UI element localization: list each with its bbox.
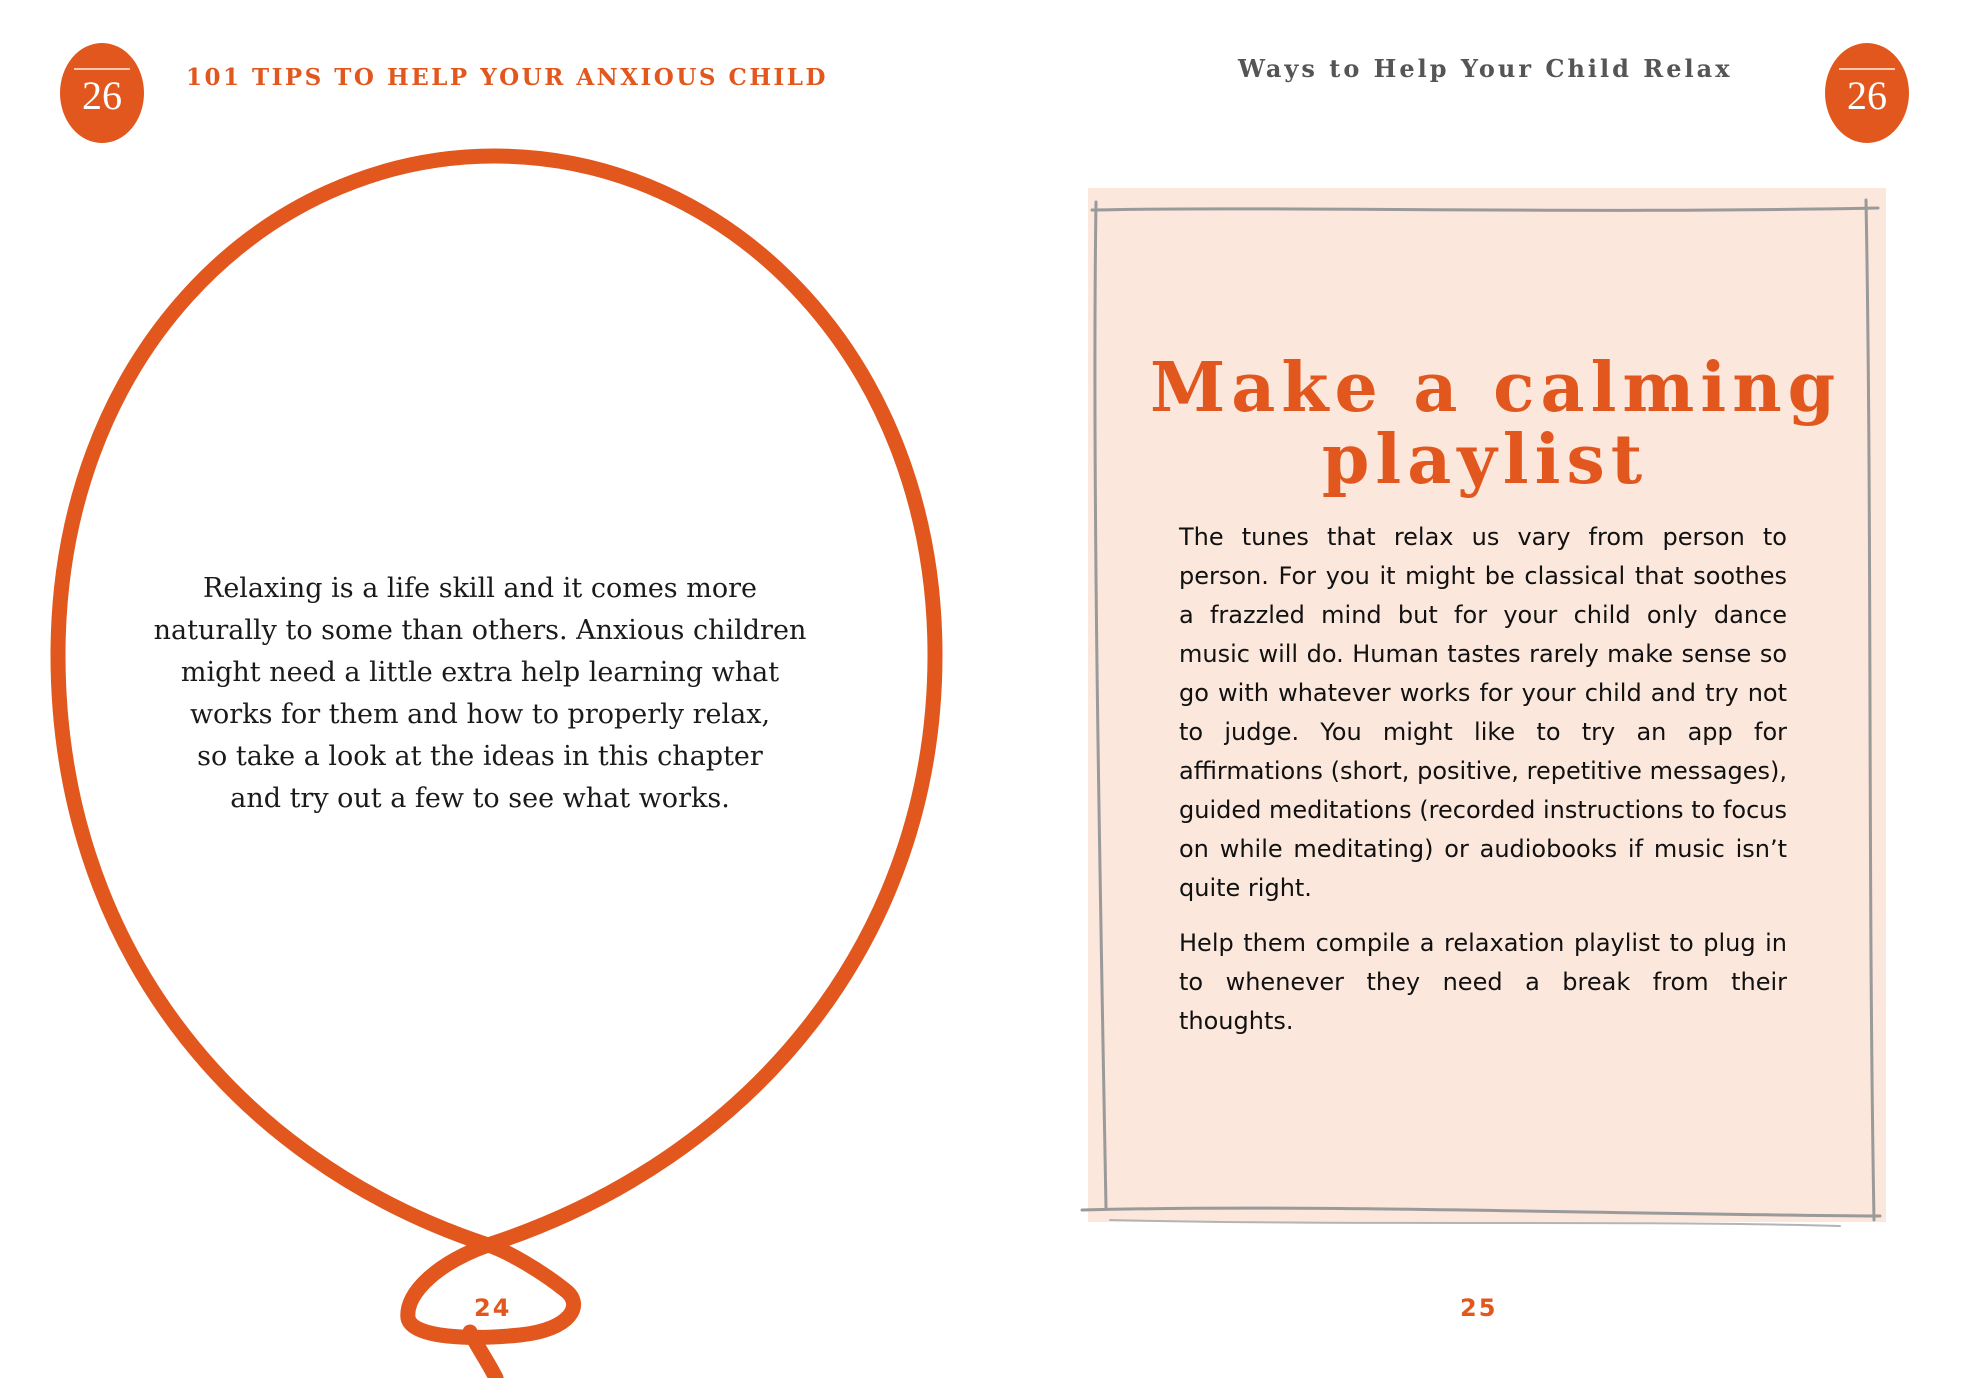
badge-rule [74, 68, 130, 70]
tip-title [1150, 348, 1842, 500]
badge-number: 26 [1847, 73, 1887, 118]
chapter-intro-text [140, 568, 820, 820]
chapter-number-badge [60, 43, 144, 143]
tip-paragraph: Help them compile a relaxation playlist to plug in to whenever they need a break from their thoughts. [1179, 929, 1787, 1035]
intro-line: works for them and how to properly relax, [189, 699, 771, 730]
badge-number: 26 [82, 73, 122, 118]
page-number-right: 25 [1460, 1294, 1498, 1322]
badge-rule [1839, 68, 1895, 70]
running-head-book-title: 101 TIPS TO HELP YOUR ANXIOUS CHILD [186, 64, 828, 91]
chapter-number-badge [1825, 43, 1909, 143]
tip-title-line: playlist [1321, 420, 1649, 500]
intro-line: might need a little extra help learning what [180, 657, 780, 688]
tip-body [1179, 518, 1787, 1057]
running-head-chapter-title: Ways to Help Your Child Relax [1238, 54, 1733, 83]
intro-line: and try out a few to see what works. [230, 783, 730, 814]
page-number-left: 24 [474, 1294, 512, 1322]
tip-paragraph: The tunes that relax us vary from person to person. For you it might be classical that soothes a frazzled mind but for your child only dance music will do. Human tastes rarely make sense so go with whatever works for your child and try not to judge. You might like to try an app for affirmations (short, positive, repetitive messages), guided meditations (recorded instructions to focus on while meditating) or audiobooks if music isn’t quite right. [1179, 523, 1787, 902]
intro-line: so take a look at the ideas in this chapter [197, 741, 763, 772]
intro-line: Relaxing is a life skill and it comes more [202, 573, 757, 604]
tip-title-line: Make a calming [1150, 348, 1842, 428]
intro-line: naturally to some than others. Anxious children [153, 615, 807, 646]
